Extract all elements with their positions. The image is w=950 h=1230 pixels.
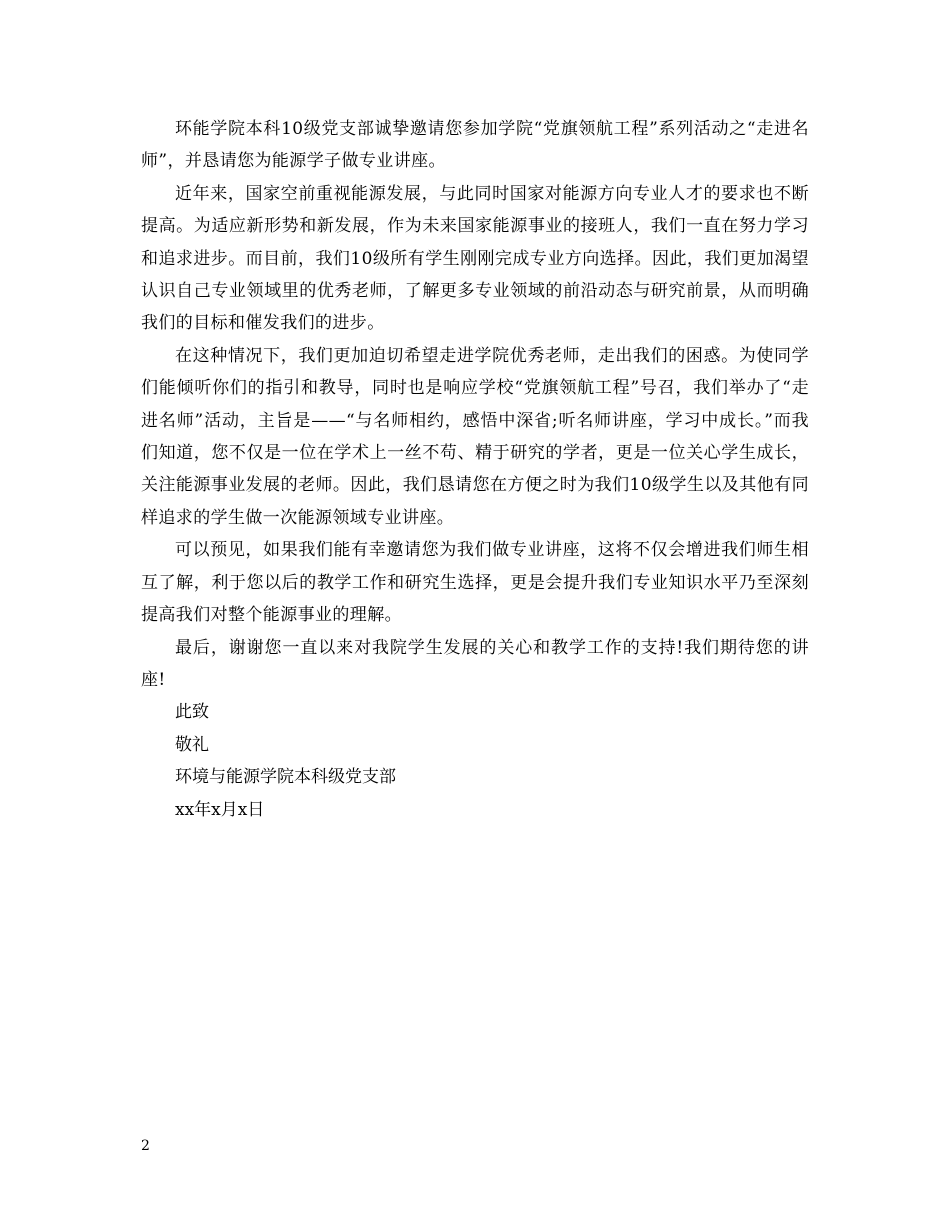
- closing-salutation-2: 敬礼: [175, 734, 209, 755]
- paragraph-activity: 在这种情况下，我们更加迫切希望走进学院优秀老师，走出我们的困惑。为使同学们能倾听你们的指引和教导，同时也是响应学校“党旗领航工程”号召，我们举办了“走进名师”活动，主旨是——“与名师相约，感悟中深省;听名师讲座，学习中成长。”而我们知道，您不仅是一位在学术上一丝不苟、精于研究的学者，更是一位关心学生成长，关注能源事业发展的老师。因此，我们恳请您在方便之时为我们10级学生以及其他有同样追求的学生做一次能源领域专业讲座。: [141, 345, 809, 528]
- paragraph-invitation: 环能学院本科10级党支部诚挚邀请您参加学院“党旗领航工程”系列活动之“走进名师”，并恳请您为能源学子做专业讲座。: [141, 119, 809, 172]
- closing-salutation-1: 此致: [175, 702, 209, 723]
- signature: 环境与能源学院本科级党支部: [175, 767, 396, 788]
- paragraph-benefits: 可以预见，如果我们能有幸邀请您为我们做专业讲座，这将不仅会增进我们师生相互了解，利于您以后的教学工作和研究生选择，更是会提升我们专业知识水平乃至深刻提高我们对整个能源事业的理解。: [141, 540, 809, 626]
- paragraph-background: 近年来，国家空前重视能源发展，与此同时国家对能源方向专业人才的要求也不断提高。为适应新形势和新发展，作为未来国家能源事业的接班人，我们一直在努力学习和追求进步。而目前，我们10级所有学生刚刚完成专业方向选择。因此，我们更加渴望认识自己专业领域里的优秀老师，了解更多专业领域的前沿动态与研究前景，从而明确我们的目标和催发我们的进步。: [141, 183, 809, 334]
- paragraph-thanks: 最后，谢谢您一直以来对我院学生发展的关心和教学工作的支持!我们期待您的讲座!: [141, 637, 809, 690]
- letter-body: [141, 113, 809, 826]
- date: xx年x月x日: [175, 799, 265, 820]
- page-number: 2: [141, 1138, 150, 1154]
